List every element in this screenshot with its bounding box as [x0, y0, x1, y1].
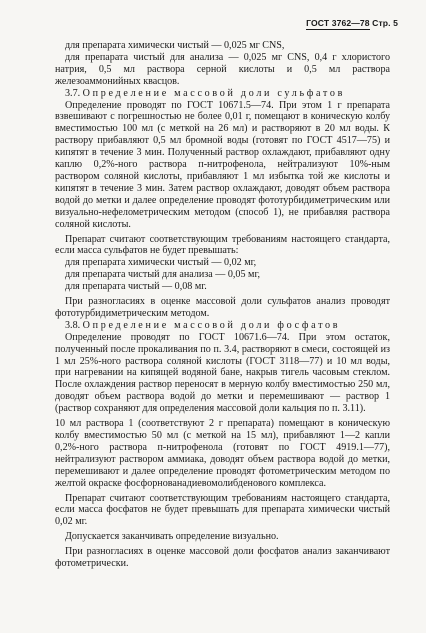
paragraph-sulfate-requirement: Препарат считают соответствующим требованиям настоящего стандарта, если масса сульфатов не будет превышать: [55, 233, 390, 257]
paragraph-cns-analysis-grade: для препарата чистый для анализа — 0,025 мг CNS, 0,4 г хлористого натрия, 0,5 мл раствора серной кислоты и 0,5 мл раствора железоаммонийных квасцов. [55, 51, 390, 87]
standard-number: ГОСТ 3762—78 [306, 18, 370, 28]
section-number: 3.7. [65, 87, 81, 99]
paragraph-cns-pure-chemical: для препарата химически чистый — 0,025 мг CNS, [65, 40, 285, 51]
section-number: 3.8. [65, 319, 81, 331]
paragraph-phosphate-solution: 10 мл раствора 1 (соответствуют 2 г препарата) помещают в коническую колбу вместимостью 50 мл (с меткой на 15 мл), прибавляют 1—2 капли 0,2%-ного раствора п-нитрофенола (готовят по ГОСТ 4919.1—77), нейтрализуют раствором аммиака, доводят объем раствора водой до метки, перемешивают и далее определение проводят фотометрическим методом по желтой окраске фосфорнованадиевомолибденового комплекса. [55, 418, 390, 489]
paragraph-sulfate-dispute: При разногласиях в оценке массовой доли сульфатов анализ проводят фототурбидиметрическим методом. [55, 296, 390, 319]
paragraph-phosphate-dispute: При разногласиях в оценке массовой доли фосфатов анализ заканчивают фотометрически. [55, 546, 390, 570]
paragraph-phosphate-procedure: Определение проводят по ГОСТ 10671.6—74. При этом остаток, полученный после прокаливания по п. 3.4, растворяют в смеси, состоящей из 1 мл 25%-ного раствора соляной кислоты (ГОСТ 3118—77) и 10 мл воды, при нагревании на кипящей водяной бане, накрыв тигель часовым стеклом. После охлаждения раствор переносят в мерную колбу вместимостью 250 мл, доводят объем раствора водой до метки и перемешивают — раствор 1 (раствор сохраняют для определения массовой доли кальция по п. 3.11). [55, 331, 390, 415]
section-title: Определение массовой доли сульфатов [82, 87, 346, 99]
document-body [55, 40, 390, 570]
section-title: Определение массовой доли фосфатов [82, 319, 341, 331]
running-header [306, 18, 398, 28]
paragraph-sulfate-procedure: Определение проводят по ГОСТ 10671.5—74. При этом 1 г препарата взвешивают с погрешностью не более 0,01 г, помещают в коническую колбу вместимостью 100 мл (с меткой на 26 мл) и растворяют в 20 мл воды. К раствору прибавляют 0,5 мл бромной воды (готовят по ГОСТ 4517—75) и кипятят в течение 3 мин. Полученный раствор охлаждают, прибавляют одну каплю 0,2%-ного раствора п-нитрофенола, нейтрализуют 10%-ным раствором соляной кислоты, прибавляют 1 мл избытка той же кислоты и кипятят в течение 3 мин. Затем раствор охлаждают, доводят объем раствора водой до метки и далее определение проводят фототурбидиметрическим или визуально-нефелометрическим методом (способ 1), не прибавляя раствора соляной кислоты. [55, 99, 390, 230]
paragraph-phosphate-requirement: Препарат считают соответствующим требованиям настоящего стандарта, если масса фосфатов не будет превышать для препарата химически чистый 0,02 мг. [55, 492, 390, 528]
paragraph-phosphate-visual: Допускается заканчивать определение визуально. [65, 531, 279, 543]
page-label: Стр. 5 [372, 18, 398, 28]
list-item-sulfate-chemical: для препарата химически чистый — 0,02 мг, [65, 257, 257, 269]
list-item-sulfate-analysis: для препарата чистый для анализа — 0,05 мг, [65, 269, 260, 281]
section-heading-3-7 [55, 88, 390, 100]
list-item-sulfate-pure: для препарата чистый — 0,08 мг. [65, 281, 207, 293]
section-heading-3-8 [55, 320, 390, 332]
